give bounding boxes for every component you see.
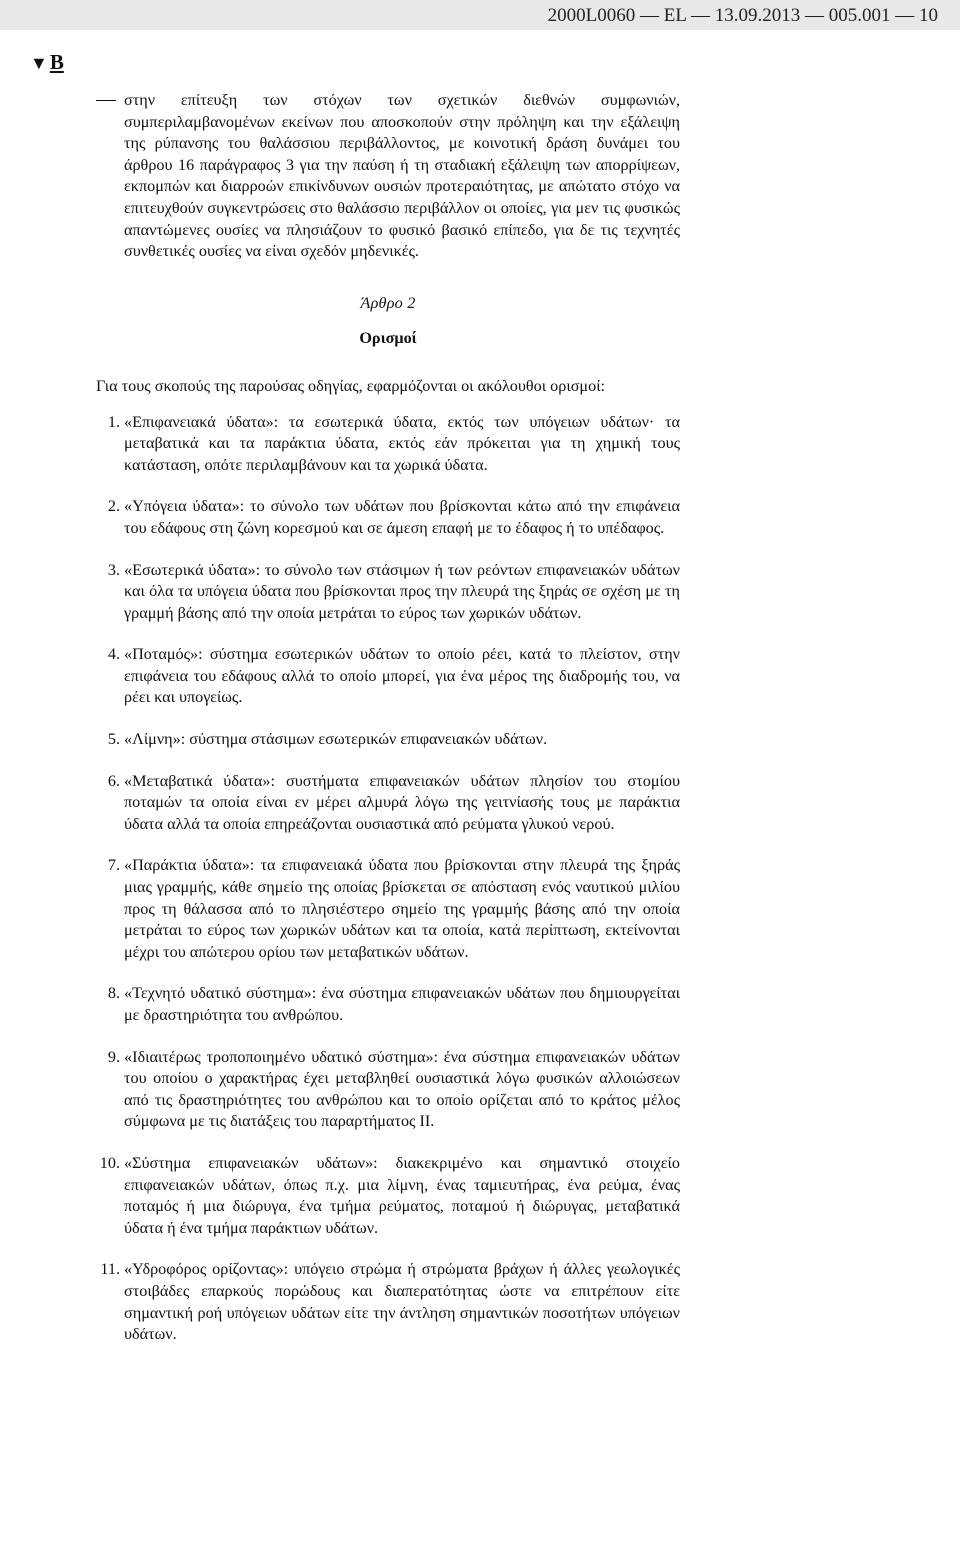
definition-item — [96, 983, 680, 1026]
definition-item — [96, 560, 680, 625]
definition-text: «Τεχνητό υδατικό σύστημα»: ένα σύστημα επιφανειακών υδάτων που δημιουργείται με δραστηριότητα του ανθρώπου. — [124, 984, 680, 1024]
definition-text: «Παράκτια ύδατα»: τα επιφανειακά ύδατα που βρίσκονται στην πλευρά της ξηράς μιας γραμμής, κάθε σημείο της οποίας βρίσκεται σε απόσταση ενός ναυτικού μιλίου προς τη θάλασσα από το πλησιέστερο σημείο της γραμμής βάσης από την οποία μετράται το εύρος των χωρικών υδάτων και τα οποία, κατά περίπτωση, εκτείνονται μέχρι του απώτερου ορίου των μεταβατικών υδάτων. — [124, 856, 680, 961]
definition-number: 3. — [107, 560, 120, 579]
amendment-marker — [30, 50, 64, 75]
definition-item — [96, 412, 680, 477]
dash-bullet — [96, 100, 116, 101]
definition-number: 8. — [107, 984, 120, 1003]
dash-paragraph-text: στην επίτευξη των στόχων των σχετικών διεθνών συμφωνιών, συμπεριλαμβανομένων εκείνων που αποσκοπούν στην πρόληψη και την εξάλειψη της ρύπανσης του θαλάσσιου περιβάλλοντος, με κοινοτική δράση δυνάμει του άρθρου 16 παράγραφος 3 για την παύση ή τη σταδιακή εξάλειψη των απορρίψεων, εκπομπών και διαρροών επικίνδυνων ουσιών προτεραιότητας, με απώτατο στόχο να επιτευχθούν συγκεντρώσεις στο θαλάσσιο περιβάλλον οι οποίες, για μεν τις φυσικώς απαντώμενες ουσίες να πλησιάζουν το φυσικό βασικό επίπεδο, για δε τις τεχνητές συνθετικές ουσίες να είναι σχεδόν μηδενικές. — [124, 91, 680, 261]
definition-number: 7. — [107, 856, 120, 875]
definition-text: «Υδροφόρος ορίζοντας»: υπόγειο στρώμα ή στρώματα βράχων ή άλλες γεωλογικές στοιβάδες επαρκούς πορώδους και διαπερατότητας ώστε να επιτρέπουν είτε σημαντική ροή υπόγειων υδάτων είτε την άντληση σημαντικών ποσοτήτων υπόγειων υδάτων. — [124, 1260, 680, 1344]
definition-item — [96, 771, 680, 836]
definition-text: «Ιδιαιτέρως τροποποιημένο υδατικό σύστημα»: ένα σύστημα επιφανειακών υδάτων του οποίου ο χαρακτήρας έχει μεταβληθεί ουσιαστικά λόγω φυσικών αλλοιώσεων από τις δραστηριότητες του ανθρώπου και το οποίο ορίζεται από το κράτος μέλος σύμφωνα με τις διατάξεις του παραρτήματος II. — [124, 1047, 680, 1131]
definition-item — [96, 1259, 680, 1345]
triangle-down-icon: ▼ — [30, 53, 48, 73]
definition-item — [96, 1047, 680, 1133]
amendment-source-letter: B — [49, 50, 64, 74]
definition-item — [96, 1153, 680, 1239]
definition-text: «Ποταμός»: σύστημα εσωτερικών υδάτων το οποίο ρέει, κατά το πλείστον, στην επιφάνεια του εδάφους αλλά το οποίο μπορεί, για ένα μέρος της διαδρομής του, να ρέει και υπογείως. — [124, 645, 680, 707]
definition-number: 5. — [107, 730, 120, 749]
article-number: Άρθρο 2 — [360, 293, 416, 312]
definition-number: 4. — [107, 645, 120, 664]
article-title: Ορισμοί — [359, 329, 417, 348]
definition-text: «Επιφανειακά ύδατα»: τα εσωτερικά ύδατα, εκτός των υπόγειων υδάτων· τα μεταβατικά και τα παράκτια ύδατα, εκτός εάν πρόκειται για τη χημική τους κατάσταση, οπότε περιλαμβάνουν και τα χωρικά ύδατα. — [124, 412, 680, 474]
definition-item — [96, 644, 680, 709]
definition-number: 2. — [107, 497, 120, 516]
definition-item — [96, 729, 680, 751]
definitions-list — [96, 412, 680, 1346]
definition-text: «Λίμνη»: σύστημα στάσιμων εσωτερικών επιφανειακών υδάτων. — [124, 730, 548, 749]
definition-number: 10. — [99, 1153, 120, 1172]
definition-text: «Μεταβατικά ύδατα»: συστήματα επιφανειακών υδάτων πλησίον του στομίου ποταμών τα οποία είναι εν μέρει αλμυρά λόγω της γειτνίασής τους με παράκτια ύδατα αλλά τα οποία επηρεάζονται ουσιαστικά από ρεύματα γλυκού νερού. — [124, 771, 680, 833]
definition-number: 9. — [107, 1047, 120, 1066]
document-body — [96, 90, 680, 1366]
definition-text: «Εσωτερικά ύδατα»: το σύνολο των στάσιμων ή των ρεόντων επιφανειακών υδάτων και όλα τα υπόγεια ύδατα που βρίσκονται προς την πλευρά της ξηράς σε σχέση με τη γραμμή βάσης από την οποία μετράται το εύρος των χωρικών υδάτων. — [124, 560, 680, 622]
definition-number: 6. — [107, 771, 120, 790]
page-header — [0, 0, 960, 30]
dash-paragraph — [96, 90, 680, 263]
definition-item — [96, 855, 680, 963]
definition-text: «Υπόγεια ύδατα»: το σύνολο των υδάτων που βρίσκονται κάτω από την επιφάνεια του εδάφους στη ζώνη κορεσμού και σε άμεση επαφή με το έδαφος ή το υπέδαφος. — [124, 497, 680, 537]
definition-number: 11. — [100, 1260, 120, 1279]
article-intro: Για τους σκοπούς της παρούσας οδηγίας, εφαρμόζονται οι ακόλουθοι ορισμοί: — [96, 376, 606, 395]
definition-text: «Σύστημα επιφανειακών υδάτων»: διακεκριμένο και σημαντικό στοιχείο επιφανειακών υδάτων, όπως π.χ. μια λίμνη, ένας ταμιευτήρας, ένα ρεύμα, ένας ποταμός ή μια διώρυγα, ένα τμήμα ρεύματος, ποταμού ή διώρυγας, μεταβατικά ύδατα ή ένα τμήμα παράκτιων υδάτων. — [124, 1153, 680, 1237]
definition-item — [96, 496, 680, 539]
document-reference: 2000L0060 — EL — 13.09.2013 — 005.001 — 10 — [547, 5, 938, 26]
definition-number: 1. — [107, 412, 120, 431]
